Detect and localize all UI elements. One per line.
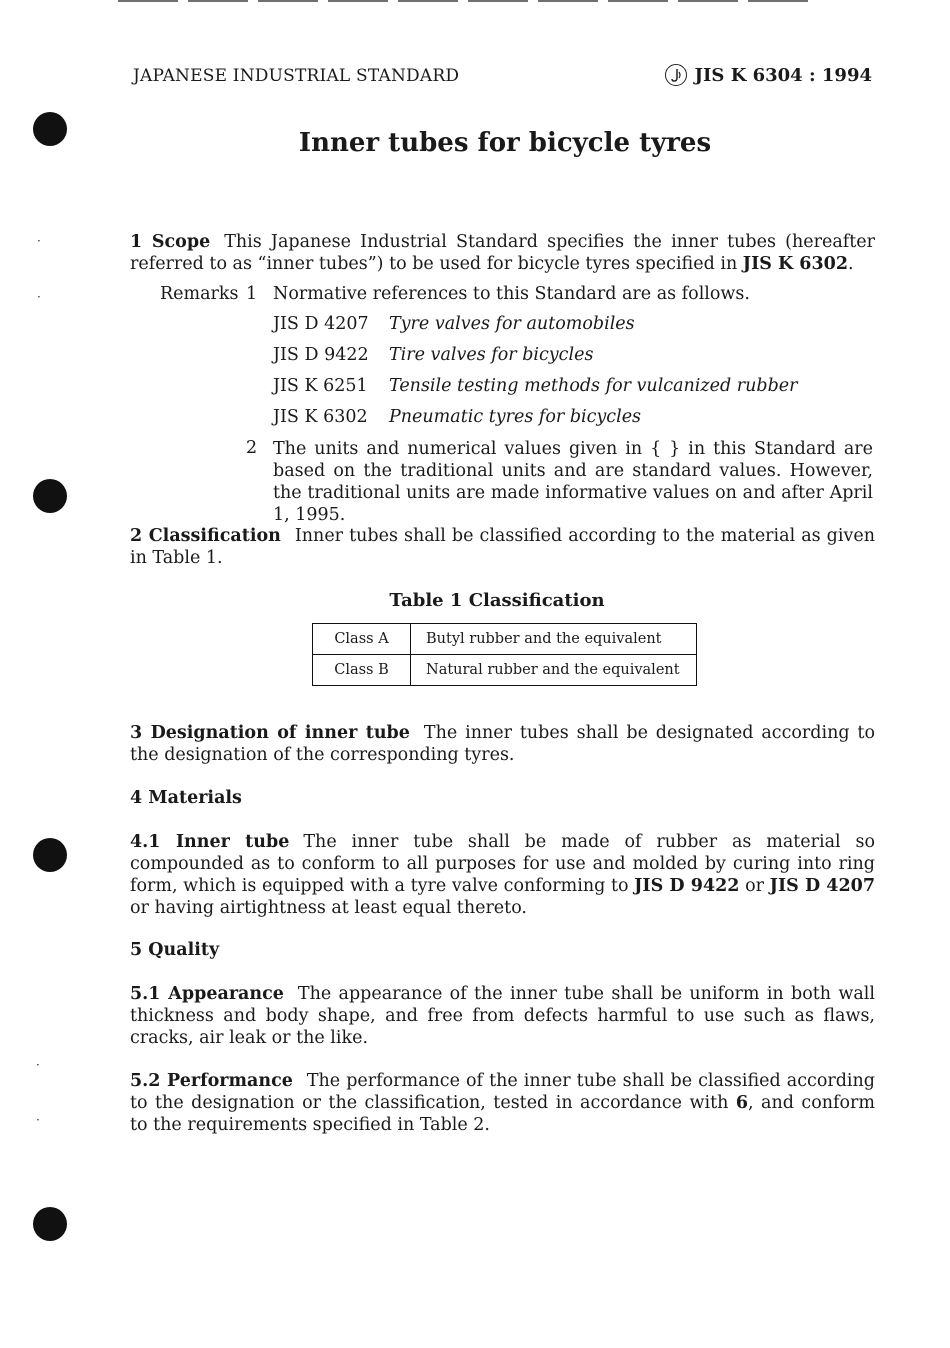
classification-text: Inner tubes shall be classified according to the material as given in Table 1.: [130, 526, 875, 568]
scope-text: This Japanese Industrial Standard specifies the inner tubes (hereafter referred to as “inner tubes”) to be used for bicycle tyres specified in: [130, 232, 875, 274]
scan-speck: ·: [37, 234, 41, 248]
ref-title: Tire valves for bicycles: [389, 345, 594, 365]
appearance-text: The appearance of the inner tube shall be uniform in both wall thickness and body shape, and free from defects harmful to use such as flaws, cracks, air leak or the like.: [130, 984, 875, 1048]
performance-heading: 5.2 Performance: [130, 1071, 293, 1091]
inner-tube-text: The inner tube shall be made of rubber as material so compounded as to conform to all purposes for use and molded by curing into ring form, which is equipped with a tyre valve conforming to: [130, 832, 876, 896]
ref-title: Tensile testing methods for vulcanized rubber: [389, 376, 798, 396]
scope-text-end: .: [848, 254, 854, 274]
table-1-caption: Table 1 Classification: [389, 590, 605, 611]
header-standard-number: [665, 64, 873, 86]
section-appearance: [130, 983, 875, 1049]
inner-tube-text-or: or: [739, 876, 770, 896]
designation-text: The inner tubes shall be designated according to the designation of the corresponding tyres.: [130, 723, 876, 765]
designation-heading: 3 Designation of inner tube: [130, 723, 410, 743]
punch-hole: [33, 838, 67, 872]
remarks-label: Remarks: [160, 284, 239, 304]
ref-code: JIS K 6251: [273, 376, 368, 396]
ref-title: Tyre valves for automobiles: [389, 314, 635, 334]
performance-text: The performance of the inner tube shall be classified according to the designation or the classification, tested in accordance with: [130, 1071, 875, 1113]
table-row: [313, 655, 697, 686]
header-standard-name: JAPANESE INDUSTRIAL STANDARD: [133, 66, 460, 86]
section-classification: [130, 525, 875, 569]
table-cell-class: Class A: [313, 624, 411, 655]
scan-speck: ·: [37, 290, 41, 304]
table-cell-class: Class B: [313, 655, 411, 686]
remark-1-number: 1: [246, 284, 258, 304]
section-designation: [130, 722, 875, 766]
reference-item: [273, 376, 798, 407]
performance-ref: 6: [735, 1093, 749, 1113]
normative-references: [273, 314, 798, 438]
remark-2-text: The units and numerical values given in { } in this Standard are based on the traditional units and are standard values. However, the traditional units are made informative values on and after April 1, 1995.: [273, 439, 873, 525]
top-scan-rule: [118, 0, 818, 2]
punch-hole: [33, 479, 67, 513]
scan-speck: ·: [36, 1058, 40, 1072]
punch-hole: [33, 1207, 67, 1241]
appearance-heading: 5.1 Appearance: [130, 984, 284, 1004]
section-performance: [130, 1070, 875, 1136]
inner-tube-ref-1: JIS D 9422: [634, 876, 740, 896]
scan-speck: ·: [36, 1113, 40, 1127]
materials-heading: 4 Materials: [130, 788, 242, 808]
inner-tube-heading: 4.1 Inner tube: [130, 832, 290, 852]
remark-2-number: 2: [246, 438, 258, 458]
classification-heading: 2 Classification: [130, 526, 281, 546]
section-materials: [130, 787, 875, 809]
page-title: Inner tubes for bicycle tyres: [298, 128, 712, 158]
remark-1-text: Normative references to this Standard are as follows.: [273, 284, 750, 304]
inner-tube-text-end: or having airtightness at least equal thereto.: [130, 898, 527, 918]
jis-mark-icon: [665, 64, 687, 86]
table-cell-material: Natural rubber and the equivalent: [411, 655, 697, 686]
ref-code: JIS D 9422: [273, 345, 369, 365]
inner-tube-ref-2: JIS D 4207: [769, 876, 875, 896]
section-scope: [130, 231, 875, 275]
ref-title: Pneumatic tyres for bicycles: [389, 407, 642, 427]
quality-heading: 5 Quality: [130, 940, 220, 960]
scope-heading: 1 Scope: [130, 232, 211, 252]
ref-code: JIS K 6302: [273, 407, 368, 427]
reference-item: [273, 345, 798, 376]
classification-table: [312, 623, 697, 686]
section-quality: [130, 939, 875, 961]
table-row: [313, 624, 697, 655]
scope-ref: JIS K 6302: [742, 254, 849, 274]
reference-item: [273, 407, 798, 438]
header-code: JIS K 6304 : 1994: [694, 64, 872, 86]
performance-text-end: , and conform to the requirements specified in Table 2.: [130, 1093, 875, 1135]
reference-item: [273, 314, 798, 345]
ref-code: JIS D 4207: [273, 314, 369, 334]
table-cell-material: Butyl rubber and the equivalent: [411, 624, 697, 655]
section-inner-tube: [130, 831, 875, 919]
